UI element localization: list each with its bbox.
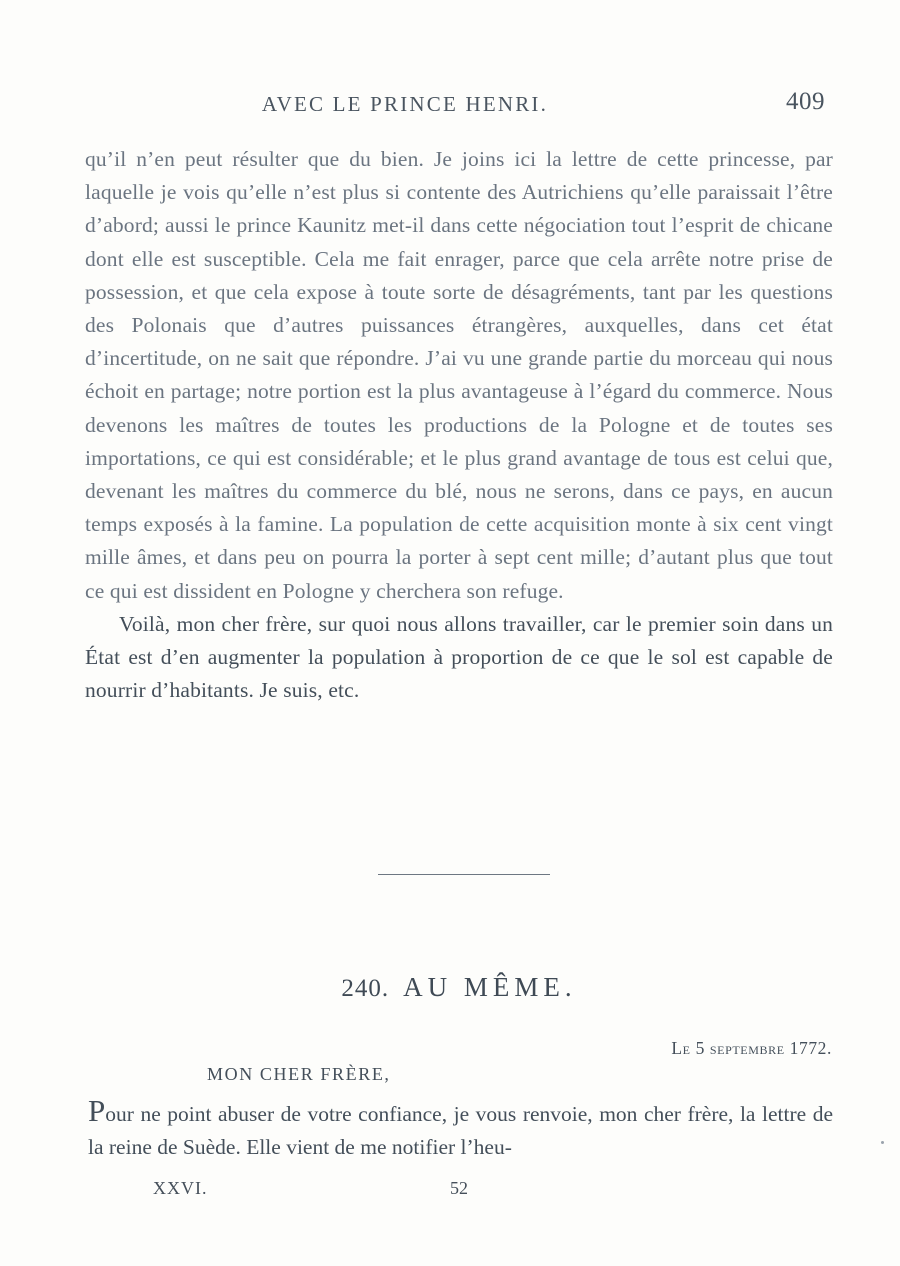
- paragraph-continued: qu’il n’en peut résulter que du bien. Je joins ici la lettre de cette princesse, par laquelle je vois qu’elle n’est plus si contente des Autrichiens qu’elle paraissait l’être d’abord; aussi le prince Kaunitz met-il dans cette négociation tout l’esprit de chicane dont elle est susceptible. Cela me fait enrager, parce que cela arrête notre prise de possession, et que cela expose à toute sorte de désagréments, tant par les questions des Polonais que d’autres puissances étrangères, auxquelles, dans cet état d’incertitude, on ne sait que répondre. J’ai vu une grande partie du morceau qui nous échoit en partage; notre portion est la plus avantageuse à l’égard du commerce. Nous devenons les maîtres de toutes les productions de la Pologne et de toutes ses importations, ce qui est considérable; et le plus grand avantage de tous est celui que, devenant les maîtres du commerce du blé, nous ne serons, dans ce pays, en aucun temps exposés à la famine. La population de cette acquisition monte à six cent vingt mille âmes, et dans peu on pourra la porter à sept cent mille; d’autant plus que tout ce qui est dissident en Pologne y cherchera son refuge.: [85, 147, 833, 603]
- running-head: AVEC LE PRINCE HENRI.: [261, 92, 549, 116]
- letter-opening-text: our ne point abuser de votre confiance, je vous renvoie, mon cher frère, la lettre de la reine de Suède. Elle vient de me notifier l’heu-: [88, 1102, 833, 1160]
- letter-salutation: MON CHER FRÈRE,: [207, 1064, 391, 1084]
- volume-signature: XXVI.: [153, 1178, 208, 1198]
- drop-cap: P: [88, 1093, 106, 1128]
- page-number: 409: [786, 88, 825, 115]
- body-text-block: [85, 143, 833, 707]
- section-title-text: AU MÊME.: [403, 972, 577, 1002]
- section-divider-rule: [378, 874, 550, 875]
- section-heading: [85, 972, 833, 1003]
- section-number: 240.: [341, 975, 390, 1002]
- letter-opening-paragraph: [88, 1095, 833, 1165]
- letter-dateline: Le 5 septembre 1772.: [671, 1038, 832, 1058]
- page-header: [85, 88, 825, 126]
- margin-speck: [881, 1141, 884, 1144]
- sheet-signature: 52: [450, 1178, 468, 1198]
- paragraph-closing: Voilà, mon cher frère, sur quoi nous allons travailler, car le premier soin dans un État est d’en augmenter la population à proportion de ce que le sol est capable de nourrir d’habitants. Je suis, etc.: [85, 611, 833, 703]
- page-footer: [85, 1178, 833, 1202]
